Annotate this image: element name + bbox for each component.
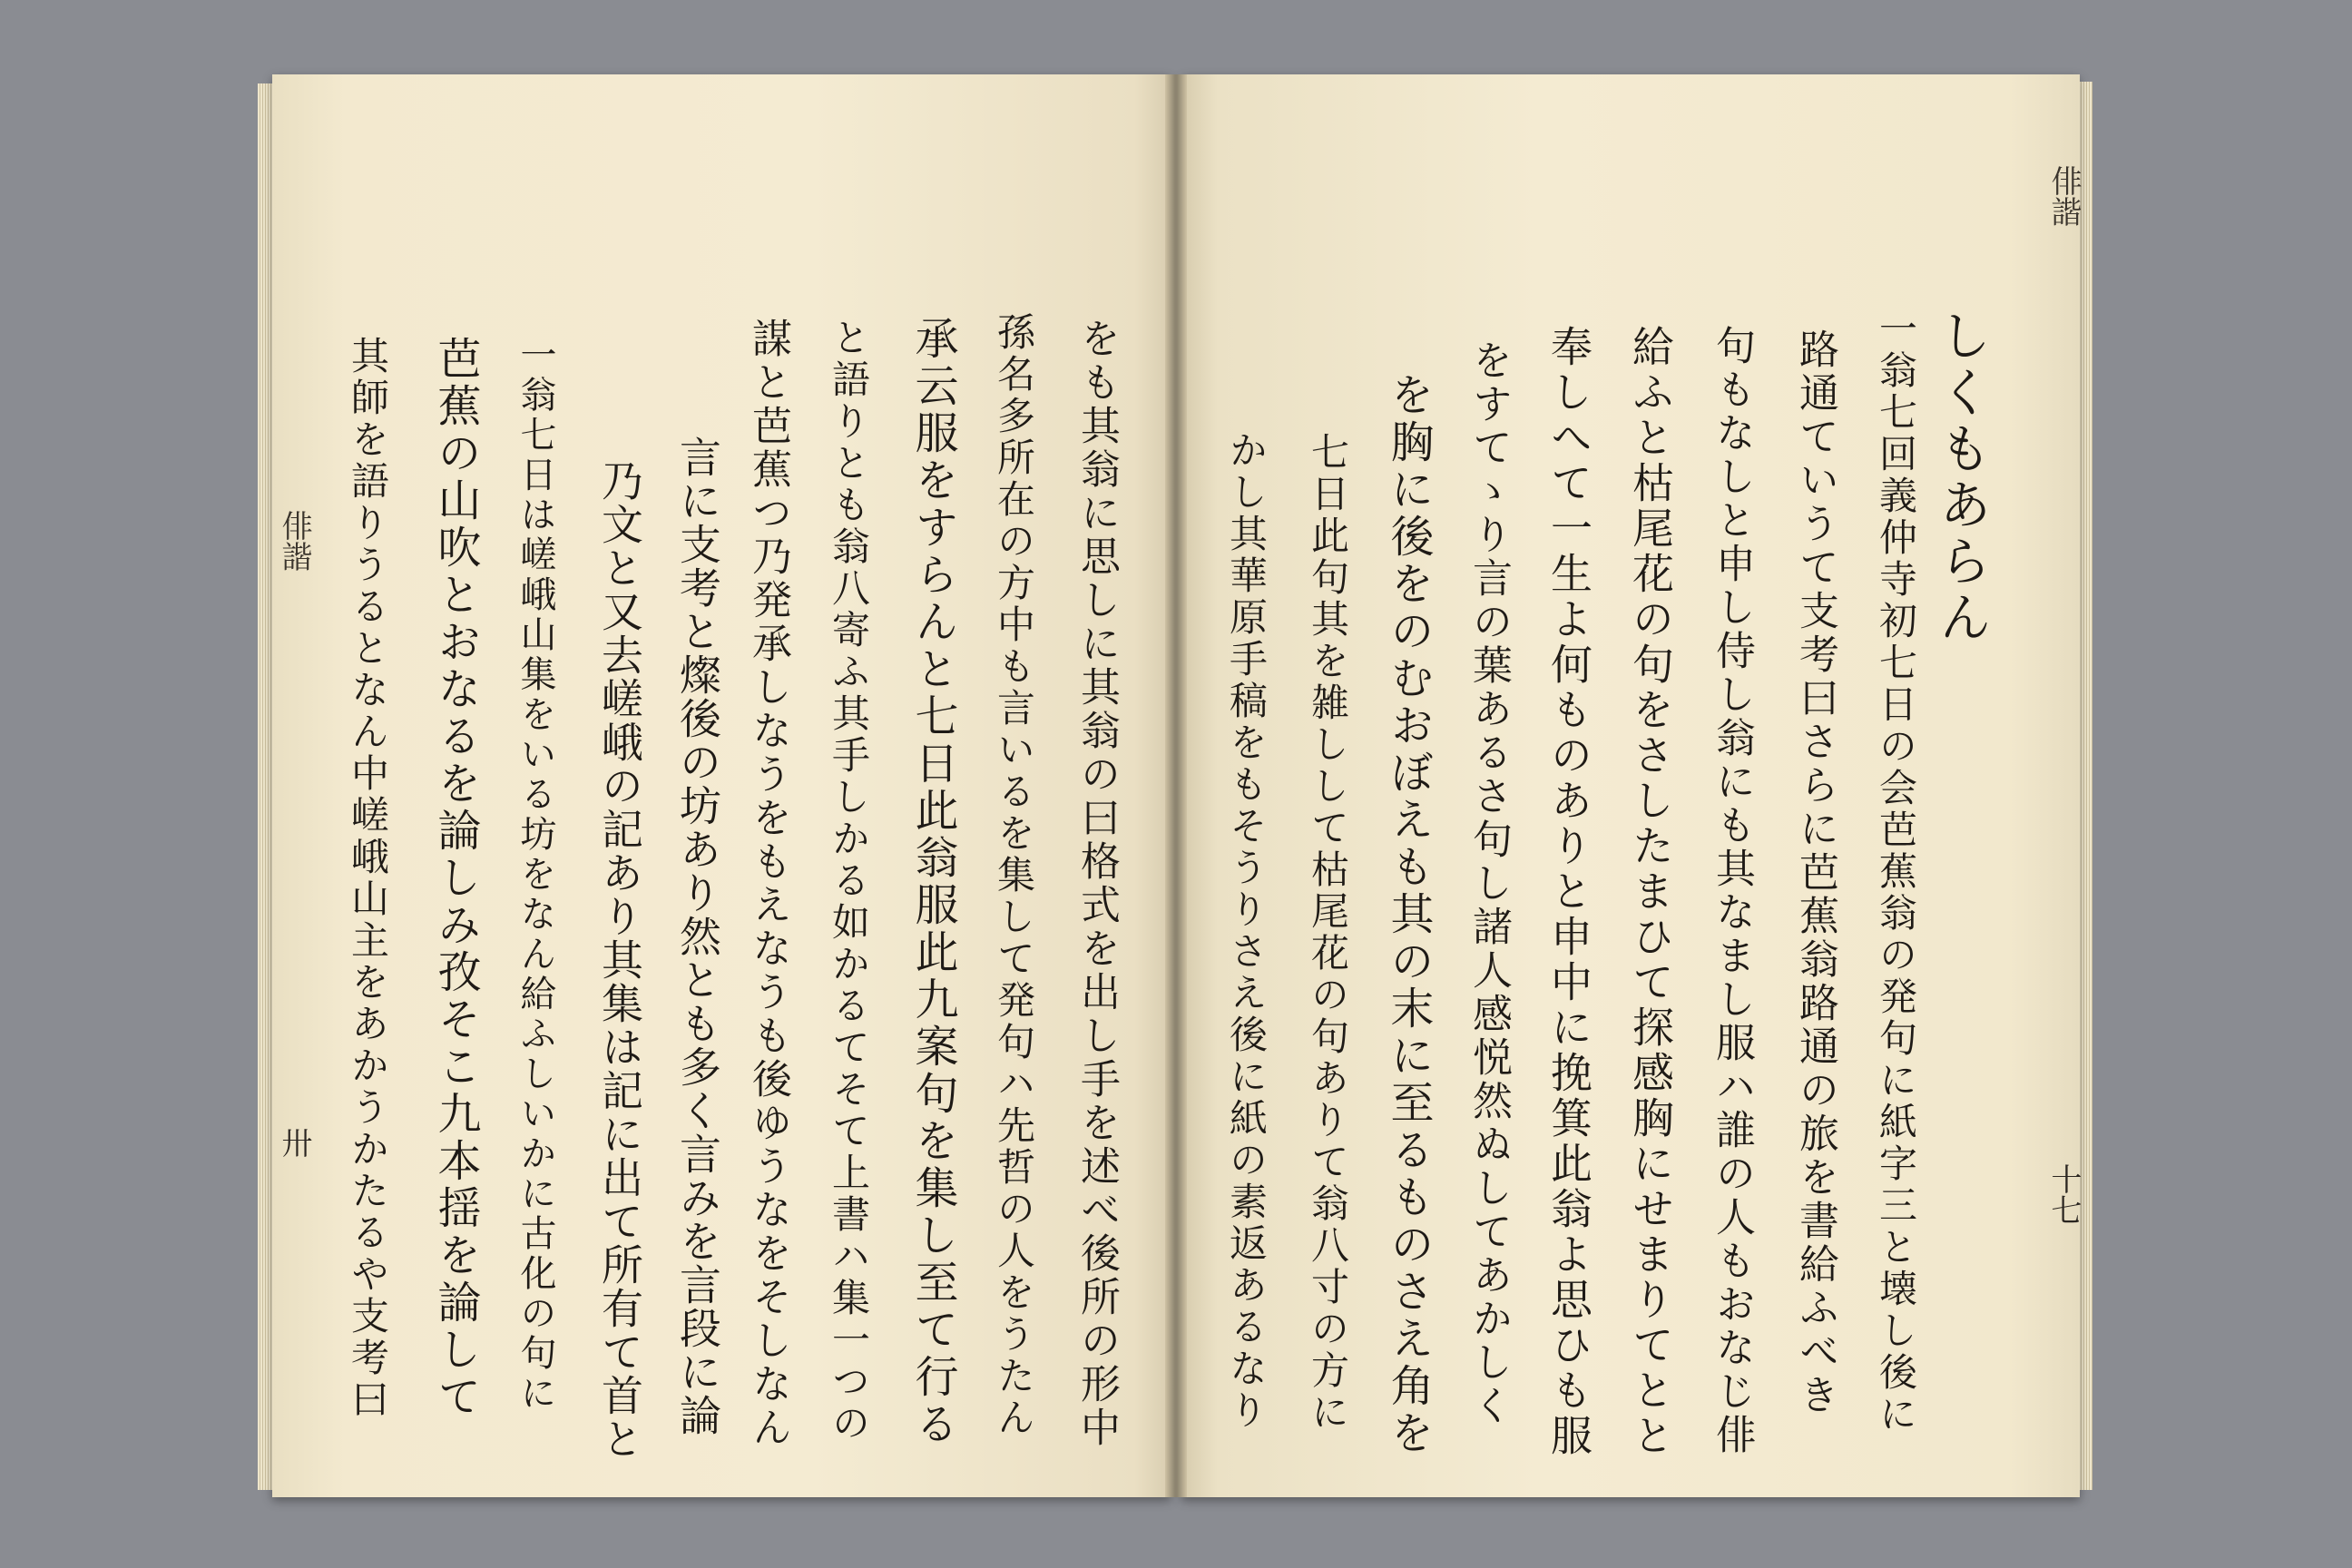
left-col-1: をも其翁に思しに其翁の曰格式を出し手を述べ後所の形中 bbox=[1073, 318, 1120, 1450]
right-col-7: をすてゝり言の葉あるさ句し諸人感悦然ぬしてあかしく bbox=[1465, 339, 1512, 1428]
left-page bbox=[272, 74, 1171, 1497]
left-col-6: 言に支考と燦後の坊あり然とも多く言みを言段に論 bbox=[673, 436, 722, 1437]
left-col-7: 乃文と又去嵯峨の記あり其集は記に出て所有て首と bbox=[595, 459, 644, 1461]
right-folio: 十七 bbox=[2045, 1163, 2082, 1225]
right-col-5: 給ふと枯尾花の句をさしたまひて探感胸にせまりてとと bbox=[1626, 325, 1675, 1459]
left-col-8: 一翁七日は嵯峨山集をいる坊をなん給ふしいかに古化の句に bbox=[514, 336, 556, 1414]
left-col-9: 芭蕉の山吹とおなるを論しみ孜そこ九本揺を論して bbox=[430, 336, 481, 1421]
right-col-4: 句もなしと申し侍し翁にも其なまし服ハ誰の人もおなじ俳 bbox=[1709, 325, 1755, 1457]
left-margin-title: 俳諧 bbox=[276, 510, 312, 572]
right-col-9: 七日此句其を雑しして枯尾花の句ありて翁八寸の方に bbox=[1306, 432, 1350, 1434]
book-gutter bbox=[1165, 74, 1187, 1497]
right-col-3: 路通ていうて支考曰さらに芭蕉翁路通の旅を書給ふべき bbox=[1792, 328, 1838, 1417]
right-page bbox=[1181, 74, 2080, 1497]
left-col-5: 謀と芭蕉つ乃発承しなうをもえなうも後ゆうなをそしなん bbox=[745, 318, 791, 1450]
left-col-2: 孫名多所在の方中も言いるを集して発句ハ先哲の人をうたん bbox=[992, 312, 1036, 1439]
left-col-4: と語りとも翁八寄ふ其手しかる如かるてそて上書ハ集一つの bbox=[827, 318, 871, 1445]
right-col-6: 奉しへて一生よ何ものありと申中に挽箕此翁よ思ひも服 bbox=[1544, 325, 1593, 1459]
right-margin-title: 俳諧 bbox=[2045, 165, 2082, 227]
right-col-2: 一翁七回義仲寺初七日の会芭蕉翁の発句に紙字三と壊し後に bbox=[1874, 309, 1918, 1436]
right-col-10: かし其華原手稿をもそうりさえ後に紙の素返あるなり bbox=[1224, 430, 1269, 1432]
left-col-10: 其師を語りうるとなん中嵯峨山主をあかうかたるや支考曰 bbox=[346, 336, 390, 1421]
left-col-3: 承云服をすらんと七日此翁服此九案句を集し至て行る bbox=[907, 316, 958, 1448]
left-folio: 卅 bbox=[276, 1127, 312, 1158]
right-col-1: しくもあらん bbox=[1930, 309, 1992, 646]
right-col-8: を胸に後をのむおぼえも其の末に至るものさえ角を bbox=[1383, 372, 1434, 1457]
